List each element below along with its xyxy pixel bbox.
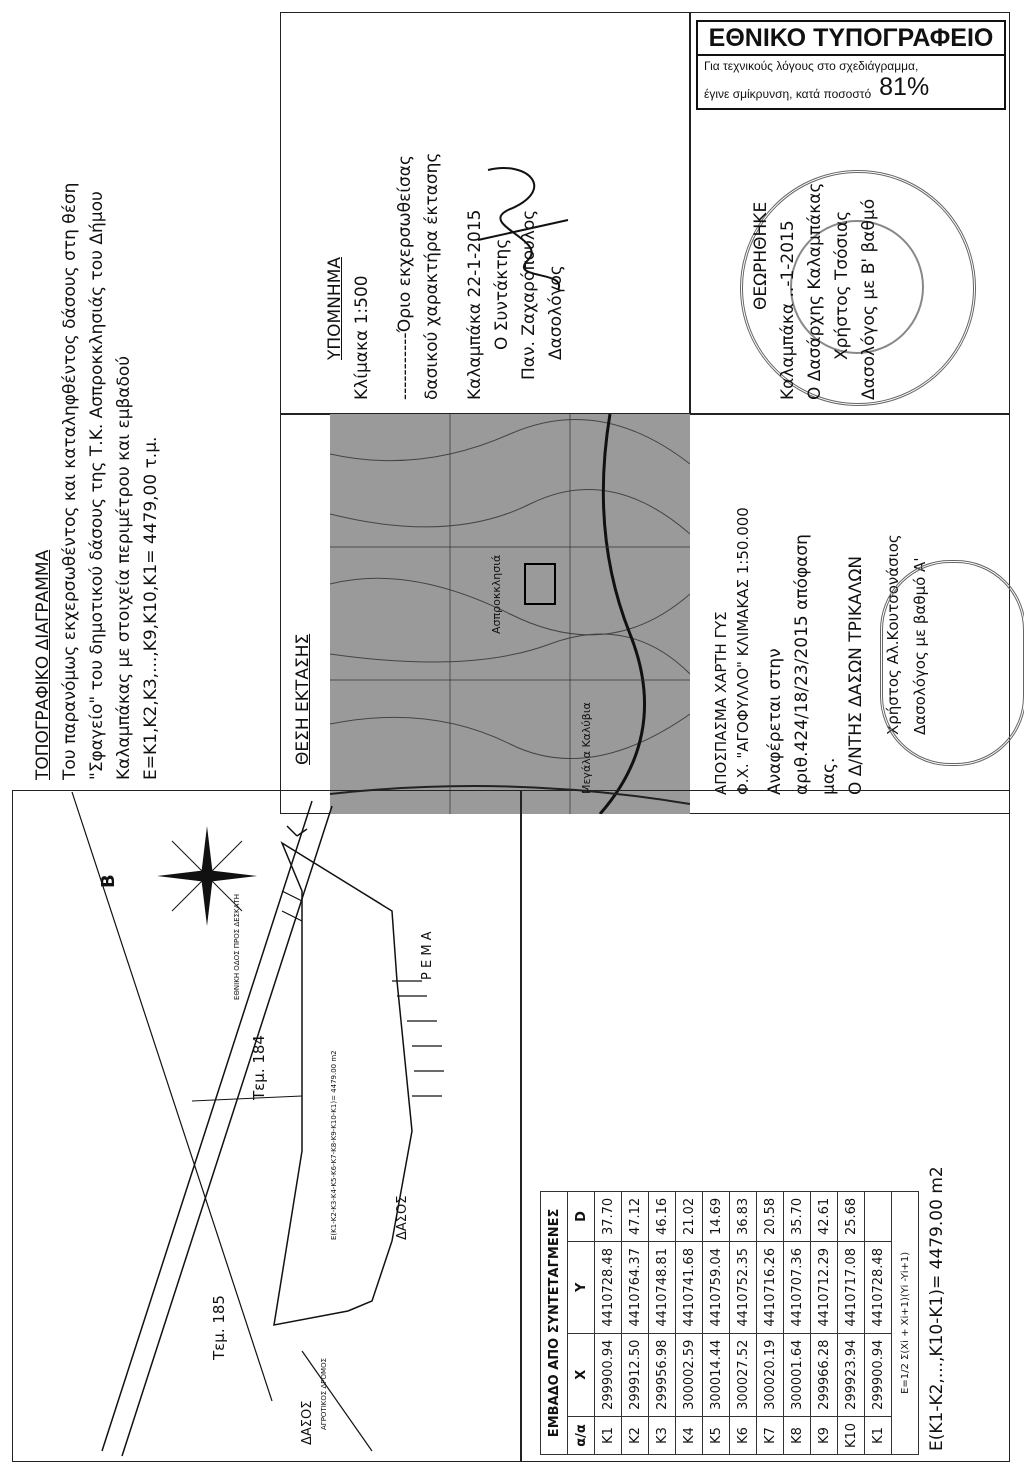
cell-id: K10 [838,1416,865,1454]
header-line-3: Καλαμπάκας με στοιχεία περιμέτρου και εμβαδού [114,355,134,780]
forest-label-1: ΔΑΣΟΣ [395,1195,410,1240]
map-caption-2: Φ.Χ. "ΑΓΟΦΥΛΛΟ" ΚΛΙΜΑΚΑΣ 1:50.000 [734,507,752,795]
legend-scale: Κλίμακα 1:500 [352,275,372,400]
legend-line-desc-2: δασικού χαρακτήρα έκτασης [422,152,442,400]
author-role: Ο Συντάκτης [492,238,512,350]
col-header-d: D [568,1191,595,1241]
parcel-division [192,1096,302,1101]
cell-x: 300027.52 [730,1333,757,1416]
cell-id: K7 [757,1416,784,1454]
coordinates-table-wrap [540,1162,955,1455]
parcel-185-label: Τεμ. 185 [210,1295,228,1360]
approval-name: Χρήστος Τσόσιας [832,210,852,360]
cell-d: 25.68 [838,1191,865,1241]
table-row [676,1191,703,1454]
cell-d: 37.70 [595,1191,622,1241]
approval-date: Καλαμπάκα ..-1-2015 [778,220,798,400]
col-header-x: X [568,1333,595,1416]
table-row [622,1191,649,1454]
cell-y: 4410717.08 [838,1242,865,1334]
site-plan [12,791,520,1461]
author-title: Δασολόγος [546,265,566,360]
cell-y: 4410759.04 [703,1242,730,1334]
director-title: Δασολόγος με βαθμό Α' [911,557,929,735]
cell-d: 46.16 [649,1191,676,1241]
table-row [865,1191,892,1454]
approval-block [748,110,883,400]
cell-x: 299923.94 [838,1333,865,1416]
col-header-y: Y [568,1242,595,1334]
cell-y: 4410741.68 [676,1242,703,1334]
cell-d [865,1191,892,1241]
typografeio-line-2-row [698,73,1004,101]
cell-x: 300001.64 [784,1333,811,1416]
cell-y: 4410748.81 [649,1242,676,1334]
cell-d: 47.12 [622,1191,649,1241]
header-line-1: Του παρανόμως εκχερσωθέντος και καταληφθέντος δάσους στη θέση [60,182,80,780]
cell-d: 14.69 [703,1191,730,1241]
cell-id: K3 [649,1416,676,1454]
legend-line-desc-1: Όριο εκχερσωθείσας [395,155,415,333]
typografeio-line-1: Για τεχνικούς λόγους στο σχεδιάγραμμα, [704,59,919,73]
area-total: E(K1-K2,...,K10-K1)= 4479.00 m2 [927,1166,947,1451]
table-row [703,1191,730,1454]
header-block [30,20,165,780]
plot-area-label: E(K1-K2-K3-K4-K5-K6-K7-K8-K9-K10-K1)= 4479.00 m2 [330,1050,338,1240]
cell-x: 300002.59 [676,1333,703,1416]
table-row [649,1191,676,1454]
plot-divider [520,790,522,1462]
cell-id: K5 [703,1416,730,1454]
legend-title: ΥΠΟΜΝΗΜΑ [325,256,345,360]
cell-d: 36.83 [730,1191,757,1241]
header-line-4: E=K1,K2,K3,...,K9,K10,K1= 4479,00 τ.μ. [141,436,161,780]
director-line: Ο Δ/ΝΤΗΣ ΔΑΣΩΝ ΤΡΙΚΑΛΩΝ [846,555,866,795]
cell-d: 35.70 [784,1191,811,1241]
ref-line-1: Αναφέρεται στην [765,648,785,795]
cell-y: 4410728.48 [595,1242,622,1334]
table-row [757,1191,784,1454]
area-formula: E=1/2 Σ(Xi + Xi+1)(Yi -Yi+1) [892,1191,919,1454]
cell-y: 4410707.36 [784,1242,811,1334]
table-row [784,1191,811,1454]
parcel-184-label: Τεμ. 184 [250,1035,268,1100]
map-place-2: Μεγάλα Καλύβια [580,702,593,794]
cell-x: 299956.98 [649,1333,676,1416]
cell-id: K1 [595,1416,622,1454]
topographic-map-image [330,414,690,814]
legend-line-row [392,20,419,400]
cell-y: 4410764.37 [622,1242,649,1334]
cell-x: 299900.94 [595,1333,622,1416]
table-row [838,1191,865,1454]
approval-title-2: Δασολόγος με Β' βαθμό [859,198,879,400]
typografeio-notice [696,20,1006,110]
approval-title: ΘΕΩΡΗΘΗΚΕ [751,201,771,310]
table-title: ΕΜΒΑΔΟ ΑΠΟ ΣΥΝΤΕΤΑΓΜΕΝΕΣ [541,1191,568,1454]
typografeio-percent: 81% [879,73,930,101]
cell-x: 299900.94 [865,1333,892,1416]
forest-hatch [282,891,444,1096]
document-title: ΤΟΠΟΓΡΑΦΙΚΟ ΔΙΑΓΡΑΜΜΑ [33,549,53,780]
cell-x: 299912.50 [622,1333,649,1416]
approval-role: Ο Δασάρχης Καλαμπάκας [805,182,825,400]
cell-id: K8 [784,1416,811,1454]
cell-d: 21.02 [676,1191,703,1241]
north-arrow-icon [157,826,257,926]
cell-y: 4410752.35 [730,1242,757,1334]
north-label: Β [98,874,119,888]
table-row [730,1191,757,1454]
rema-label: Ρ Ε Μ Α [420,931,435,980]
cell-id: K1 [865,1416,892,1454]
forest-label-2: ΔΑΣΟΣ [300,1400,315,1445]
cell-d: 42.61 [811,1191,838,1241]
cell-y: 4410716.26 [757,1242,784,1334]
header-line-2: "Σφαγείο" του δημοτικού δάσους της Τ.Κ. Ασπροκκλησιάς του Δήμου [87,191,107,780]
cell-id: K6 [730,1416,757,1454]
national-road-label: ΕΘΝΙΚΗ ΟΔΟΣ ΠΡΟΣ ΔΕΣΚΑΤΗ [233,894,241,1000]
cell-x: 299966.28 [811,1333,838,1416]
cell-d: 20.58 [757,1191,784,1241]
cell-y: 4410712.29 [811,1242,838,1334]
directorate-stamp [880,560,1024,766]
typografeio-line-2: έγινε σμίκρυνση, κατά ποσοστό [704,87,872,101]
map-caption-1: ΑΠΟΣΠΑΣΜΑ ΧΑΡΤΗ ΓΥΣ [712,611,730,795]
cell-y: 4410728.48 [865,1242,892,1334]
table-row [811,1191,838,1454]
col-header-id: α/α [568,1416,595,1454]
ref-line-3: μας. [819,757,839,795]
agricultural-road-label: ΑΓΡΟΤΙΚΟΣ ΔΡΟΜΟΣ [320,1358,328,1430]
cell-id: K2 [622,1416,649,1454]
map-place-1: Ασπροκκλησιά [490,554,503,634]
cell-id: K4 [676,1416,703,1454]
coordinates-table [540,1191,919,1455]
ref-line-2: αριθ.424/18/23/2015 απόφαση [792,534,812,795]
author-signature [468,150,588,300]
cell-id: K9 [811,1416,838,1454]
map-heading [290,634,317,765]
typografeio-title: ΕΘΝΙΚΟ ΤΥΠΟΓΡΑΦΕΙΟ [698,22,1004,56]
cell-x: 300014.44 [703,1333,730,1416]
author-name: Παν. Ζαχαρόπουλος [519,209,539,380]
dashed-line-symbol: ----------- [395,332,415,400]
cell-x: 300020.19 [757,1333,784,1416]
director-name: Χρήστος Αλ.Κουτσονάσιος [884,534,902,735]
map-heading-text: ΘΕΣΗ ΕΚΤΑΣΗΣ [293,633,313,765]
map-contours [330,414,690,814]
plot-boundary [274,843,412,1325]
table-row [595,1191,622,1454]
legend-date: Καλαμπάκα 22-1-2015 [465,209,485,400]
